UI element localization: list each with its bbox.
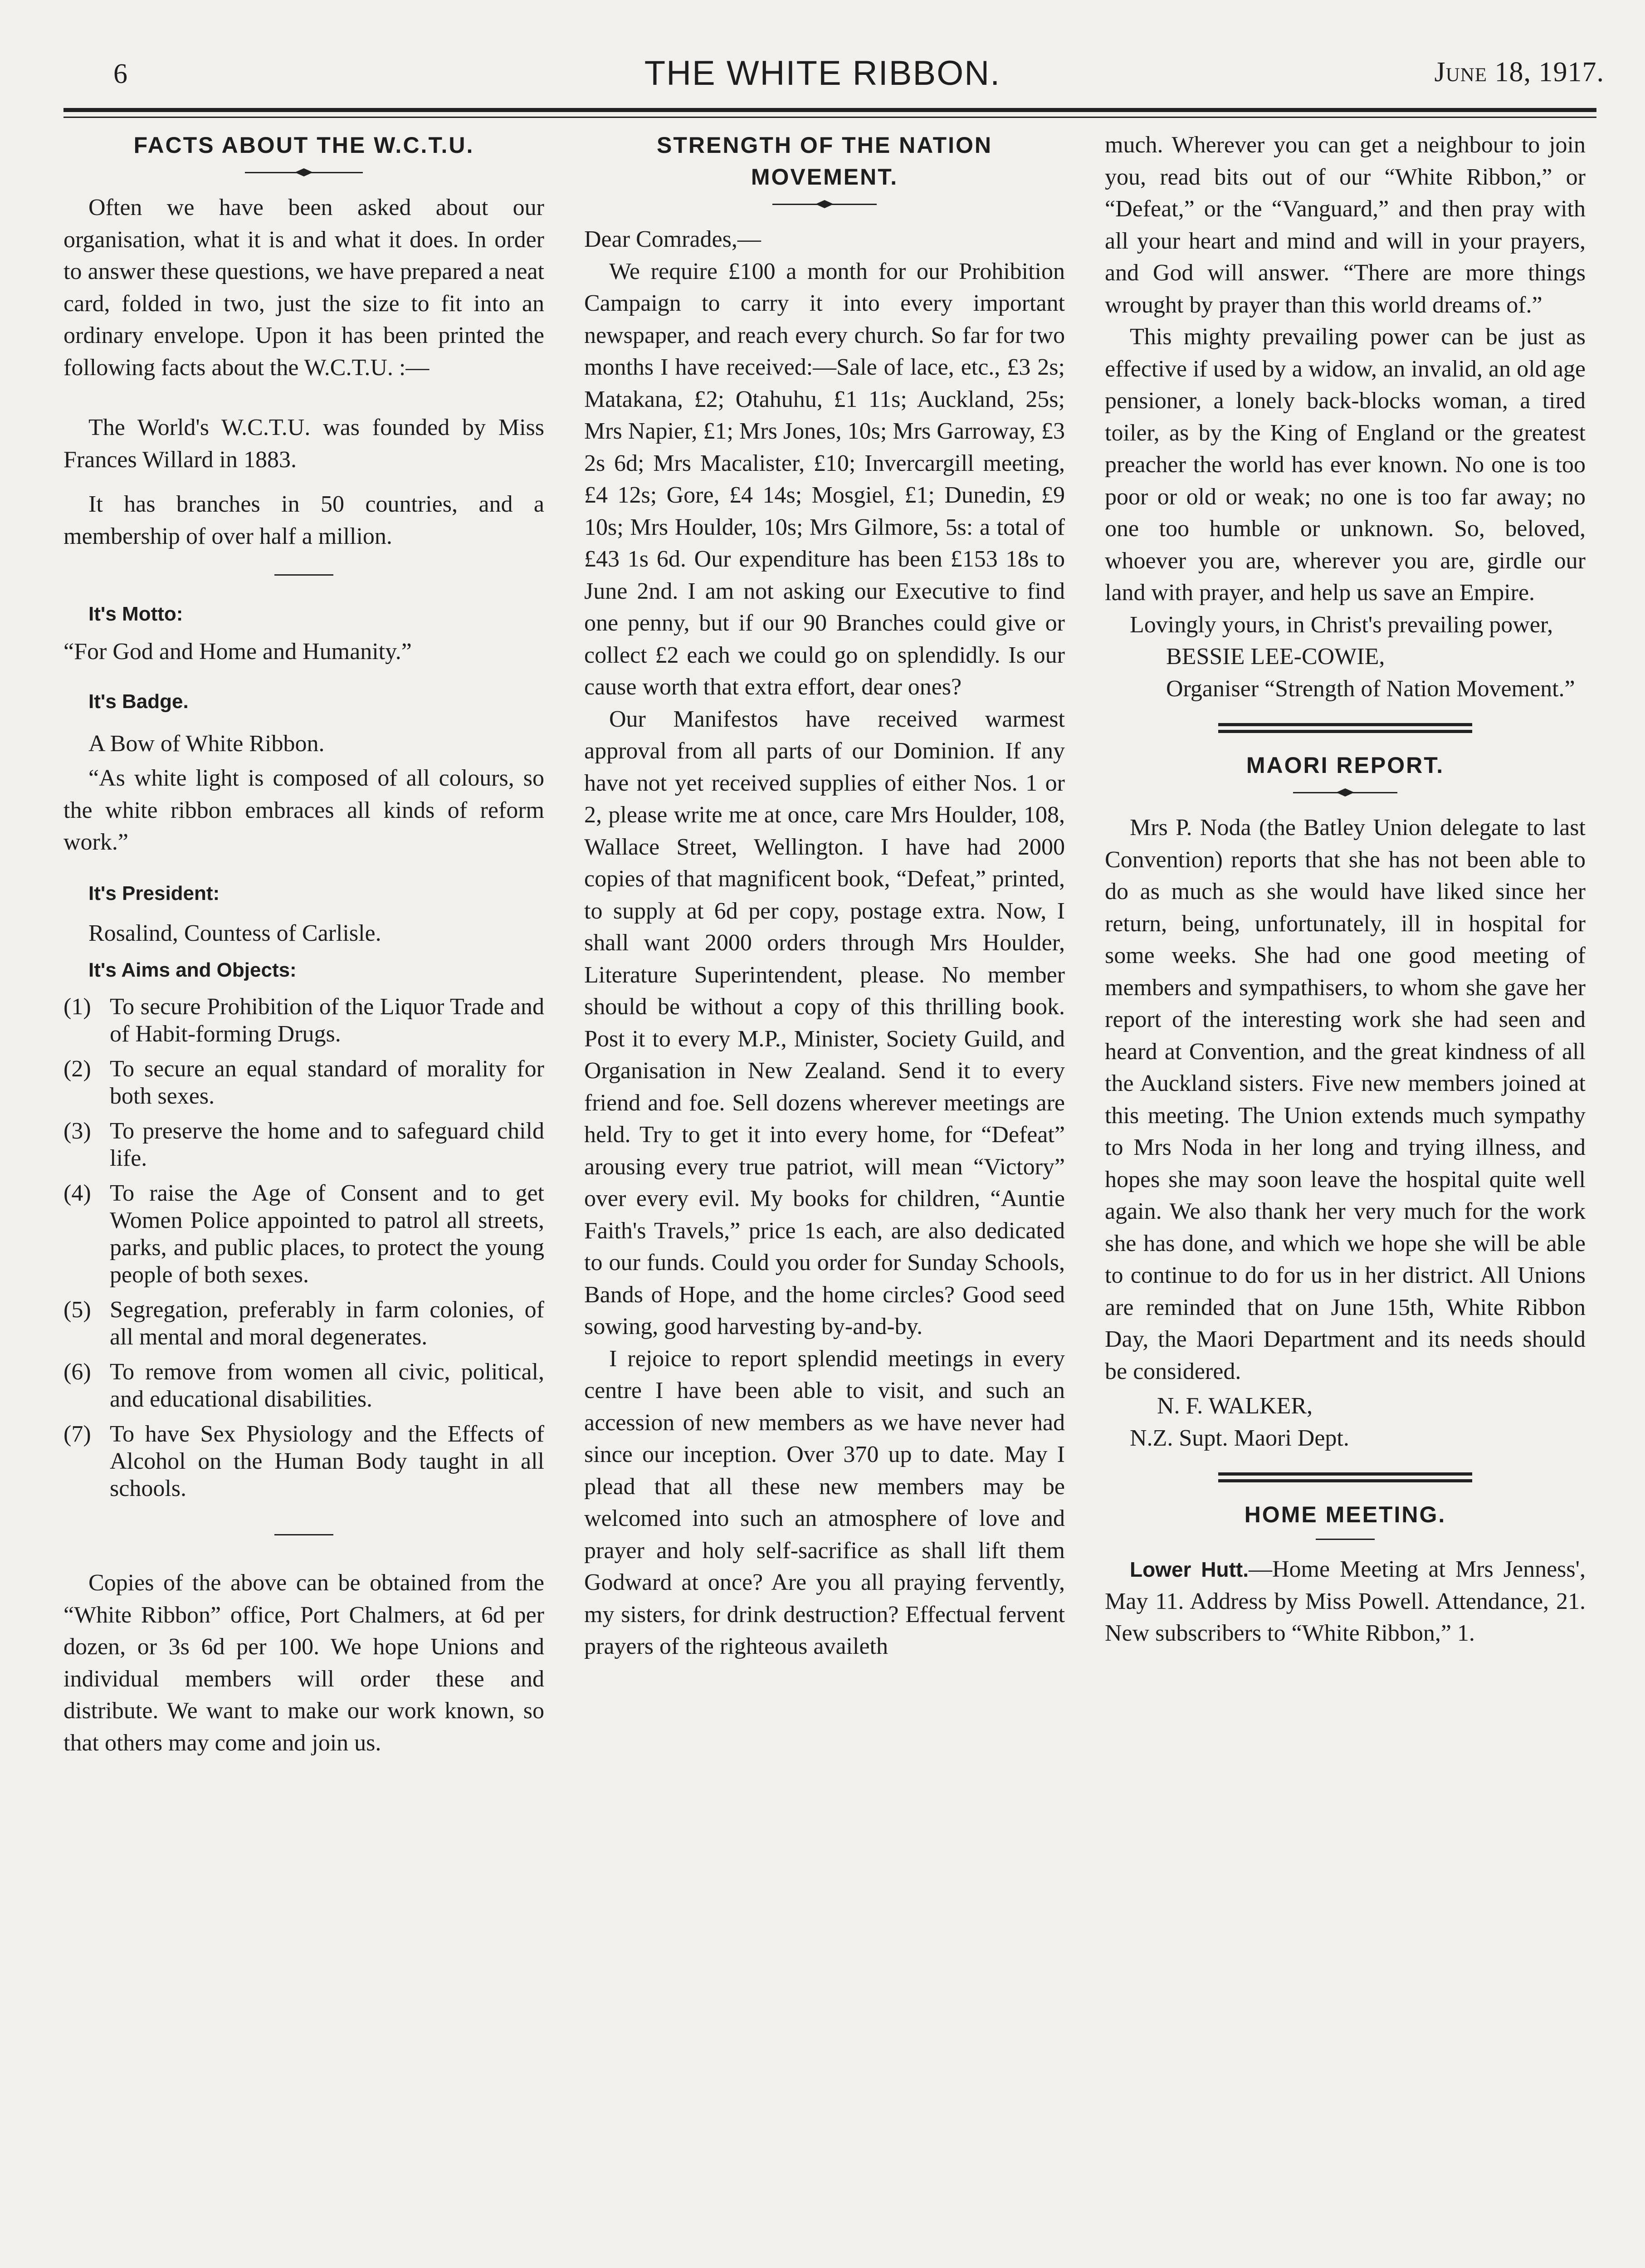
salutation: Dear Comrades,— bbox=[584, 226, 761, 252]
strength-paragraph-2: Our Manifestos have received warmest approval from all parts of our Dominion. If any have not yet received supplies of either Nos. 1 or 2, please write me at once, care Mrs Houlder, 108, Wallace Street, Wellington. I have had 2000 copies of that magnificent book, “Defeat,” printed, to supply at 6d per copy, postage extra. Now, I shall want 2000 orders through Mrs Houlder, Literature Superintendent, please. No member should be without a copy of this thrilling book. Post it to every M.P., Minister, Society Guild, and Organisation in New Zealand. Send it to every friend and foe. Sell dozens wherever meetings are held. Try to get it into every home, for “Defeat” arousing every true patriot, will mean “Victory” over every evil. My books for children, “Auntie Faith's Travels,” price 1s each, are also dedicated to our funds. Could you order for Sunday Schools, Bands of Hope, and the home circles? Good seed sowing, good harvesting by-and-by. bbox=[584, 706, 1065, 1339]
aim-item: (4) To raise the Age of Consent and to get Women Police appointed to patrol all streets, parks, and public places, to protect the young people of both sexes. bbox=[63, 1180, 544, 1288]
header-rule-thin bbox=[63, 117, 1596, 118]
page-header bbox=[0, 0, 1645, 118]
signer-title: Organiser “Strength of Nation Movement.” bbox=[1166, 675, 1575, 702]
home-meeting-heading: HOME MEETING. bbox=[1244, 1502, 1446, 1527]
section-divider bbox=[274, 1534, 333, 1535]
aim-item: (5) Segregation, preferably in farm colonies, of all mental and moral degenerates. bbox=[63, 1297, 544, 1350]
maori-signer-title: N.Z. Supt. Maori Dept. bbox=[1130, 1425, 1349, 1451]
motto-heading: It's Motto: bbox=[88, 603, 183, 625]
badge-heading: It's Badge. bbox=[88, 690, 189, 713]
aims-heading: It's Aims and Objects: bbox=[88, 958, 297, 981]
section-divider bbox=[274, 574, 333, 576]
page-number: 6 bbox=[113, 59, 127, 89]
newspaper-title: THE WHITE RIBBON. bbox=[644, 54, 1001, 93]
header-rule-thick bbox=[63, 108, 1596, 112]
strength-paragraph-1: We require £100 a month for our Prohibition Campaign to carry it into every important newspaper, and reach every church. So far for two months I have received:—Sale of lace, etc., £3 2s; Matakana, £2; Otahuhu, £1 11s; Auckland, 25s; Mrs Napier, £1; Mrs Jones, 10s; Mrs Garroway, £3 2s 6d; Mrs Macalister, £10; Invercargill meeting, £4 12s; Gore, £4 14s; Mosgiel, £1; Dunedin, £9 10s; Mrs Houlder, 10s; Mrs Gilmore, 5s: a total of £43 1s 6d. Our expenditure has been £153 18s to June 2nd. I am not asking our Executive to find one penny, but if our 90 Branches could give or collect £2 each we could go on splendidly. Is our cause worth that extra effort, dear ones? bbox=[584, 258, 1065, 700]
badge-quote: “As white light is composed of all colours, so the white ribbon embraces all kinds of reform work.” bbox=[63, 765, 544, 855]
maori-signer-name: N. F. WALKER, bbox=[1157, 1393, 1313, 1419]
aim-item: (3) To preserve the home and to safeguard child life. bbox=[63, 1118, 544, 1171]
issue-date: June 18, 1917. bbox=[1434, 57, 1604, 88]
badge-text: A Bow of White Ribbon. bbox=[88, 730, 325, 757]
aim-item: (2) To secure an equal standard of morality for both sexes. bbox=[63, 1056, 544, 1109]
facts-heading: FACTS ABOUT THE W.C.T.U. bbox=[133, 132, 474, 158]
signer-name: BESSIE LEE-COWIE, bbox=[1166, 644, 1385, 670]
copies-paragraph: Copies of the above can be obtained from the “White Ribbon” office, Port Chalmers, at 6d per dozen, or 3s 6d per 100. We hope Unions and individual members will order these and distribute. We want to make our work known, so that others may come and join us. bbox=[63, 1570, 544, 1756]
home-meeting-location: Lower Hutt. bbox=[1130, 1558, 1249, 1581]
column-middle bbox=[584, 129, 1065, 1663]
strength-heading: STRENGTH OF THE NATION MOVEMENT. bbox=[656, 132, 993, 190]
section-divider bbox=[1316, 1539, 1375, 1540]
diamond-rule-ornament bbox=[1293, 787, 1397, 797]
aim-item: (7) To have Sex Physiology and the Effects of Alcohol on the Human Body taught in all schools. bbox=[63, 1421, 544, 1501]
president-name: Rosalind, Countess of Carlisle. bbox=[88, 920, 381, 946]
diamond-rule-ornament bbox=[245, 167, 363, 177]
double-rule bbox=[1218, 1472, 1472, 1482]
diamond-rule-ornament bbox=[772, 199, 877, 209]
column-left bbox=[63, 129, 544, 1759]
strength-continued-1: much. Wherever you can get a neighbour to join you, read bits out of our “White Ribbon,” or “Defeat,” or the “Vanguard,” and then pray with all your heart and mind and will in your prayers, and God will answer. “There are more things wrought by prayer than this world dreams of.” bbox=[1105, 132, 1586, 318]
maori-heading: MAORI REPORT. bbox=[1246, 753, 1445, 778]
home-meeting-details: —Home Meeting at Mrs Jenness', May 11. Address by Miss Powell. Attendance, 21. New subscribers to “White Ribbon,” 1. bbox=[1105, 1556, 1586, 1646]
motto-text: “For God and Home and Humanity.” bbox=[63, 638, 412, 665]
aim-item: (1) To secure Prohibition of the Liquor Trade and of Habit-forming Drugs. bbox=[63, 994, 544, 1047]
facts-founded: The World's W.C.T.U. was founded by Miss Frances Willard in 1883. bbox=[63, 415, 544, 473]
maori-report-text: Mrs P. Noda (the Batley Union delegate to last Convention) reports that she has not been able to do as much as she would have liked since her return, being, unfortunately, ill in hospital for some weeks. She had one good meeting of members and sympathisers, to whom she gave her report of the interesting work she had seen and heard at Convention, and the great kindness of all the Auckland sisters. Five new members joined at this meeting. The Union extends much sympathy to Mrs Noda in her long and trying illness, and hopes she may soon leave the hospital quite well again. We also thank her very much for the work she has done, and which we hope she will be able to continue to do for us in her district. All Unions are reminded that on June 15th, White Ribbon Day, the Maori Department and its needs should be considered. bbox=[1105, 815, 1586, 1384]
aim-item: (6) To remove from women all civic, political, and educational disabilities. bbox=[63, 1359, 544, 1412]
home-meeting-text bbox=[1105, 1554, 1586, 1650]
closing-line: Lovingly yours, in Christ's prevailing power, bbox=[1130, 611, 1553, 638]
column-right bbox=[1105, 129, 1586, 1650]
strength-paragraph-3: I rejoice to report splendid meetings in every centre I have been able to visit, and such an accession of new members as we have never had since our inception. Over 370 up to date. May I plead that all these new members may be welcomed into such an atmosphere of love and prayer and holy self-sacrifice as shall lift them Godward at once? Are you all praying fervently, my sisters, for drink destruction? Effectual fervent prayers of the righteous availeth bbox=[584, 1345, 1065, 1659]
facts-intro: Often we have been asked about our organisation, what it is and what it does. In order to answer these questions, we have prepared a neat card, folded in two, just the size to fit into an ordinary envelope. Upon it has been printed the following facts about the W.C.T.U. :— bbox=[63, 195, 544, 381]
aims-list bbox=[63, 993, 544, 1502]
strength-continued-2: This mighty prevailing power can be just as effective if used by a widow, an invalid, an old age pensioner, a lonely back-blocks woman, a tired toiler, as by the King of England or the greatest preacher the world has ever known. No one is too poor or old or weak; no one is too far away; no one too humble or unknown. So, beloved, whoever you are, wherever you are, girdle our land with prayer, and help us save an Empire. bbox=[1105, 324, 1586, 606]
double-rule bbox=[1218, 723, 1472, 733]
facts-branches: It has branches in 50 countries, and a membership of over half a million. bbox=[63, 491, 544, 549]
president-heading: It's President: bbox=[88, 882, 220, 904]
